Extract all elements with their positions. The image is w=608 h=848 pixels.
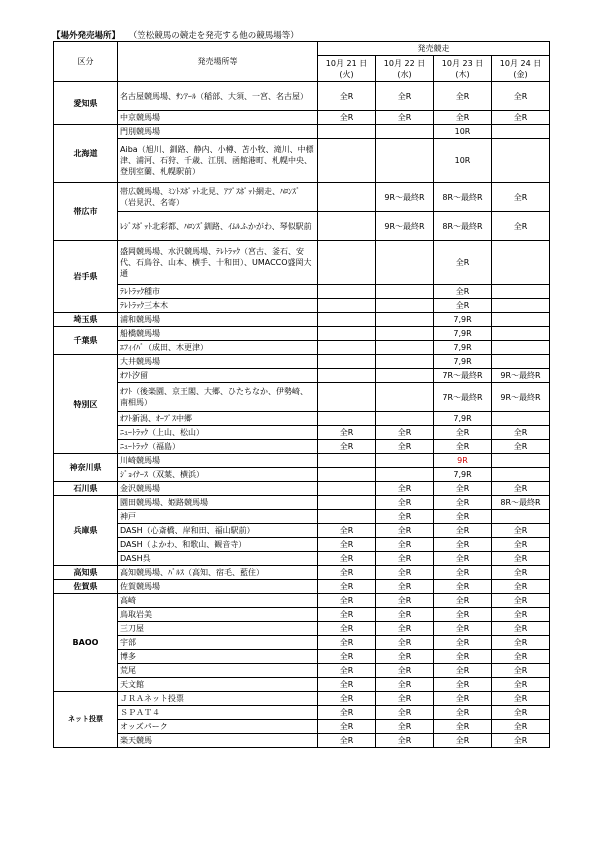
table-row: [54, 496, 550, 510]
race-cell: 7,9R: [434, 355, 492, 369]
venue-cell: DASH呉: [118, 552, 318, 566]
race-cell: [376, 139, 434, 183]
race-cell: [376, 412, 434, 426]
race-cell: [318, 454, 376, 468]
table-row: [54, 139, 550, 183]
race-cell: 7R～最終R: [434, 383, 492, 412]
race-cell: 全R: [492, 706, 550, 720]
header-day: [492, 56, 550, 82]
race-cell: [492, 299, 550, 313]
race-cell: 全R: [434, 692, 492, 706]
race-cell: 8R～最終R: [434, 212, 492, 241]
prefecture-cell: 帯広市: [54, 183, 118, 241]
race-cell: 全R: [376, 720, 434, 734]
race-cell: 全R: [318, 622, 376, 636]
venue-cell: ﾚｼﾞｽﾎﾟｯﾄ北彩都、ﾊﾛﾝｽﾞ釧路、ｲﾑﾙふかがわ、琴似駅前: [118, 212, 318, 241]
venue-cell: ｴﾌｨｲﾊﾞ（成田、木更津）: [118, 341, 318, 355]
race-cell: 全R: [376, 580, 434, 594]
venue-cell: 荒尾: [118, 664, 318, 678]
race-cell: 全R: [318, 692, 376, 706]
venue-cell: 高知競馬場、ﾊﾞﾙｽ（高知、宿毛、藍住）: [118, 566, 318, 580]
race-cell: 全R: [434, 496, 492, 510]
table-row: [54, 636, 550, 650]
race-cell: 全R: [318, 426, 376, 440]
race-cell: 全R: [318, 636, 376, 650]
table-row: [54, 369, 550, 383]
venue-cell: 浦和競馬場: [118, 313, 318, 327]
race-cell: [492, 125, 550, 139]
race-cell: 全R: [492, 622, 550, 636]
venue-cell: Aiba（旭川、釧路、静内、小樽、苫小牧、滝川、中標津、浦河、石狩、千歳、江別、函館港町、札幌中央、登別室蘭、札幌駅前）: [118, 139, 318, 183]
race-cell: 全R: [434, 622, 492, 636]
table-row: [54, 538, 550, 552]
prefecture-cell: 埼玉県: [54, 313, 118, 327]
table-row: [54, 383, 550, 412]
race-cell: 全R: [376, 636, 434, 650]
race-cell: 全R: [492, 734, 550, 748]
race-cell: 9R～最終R: [492, 383, 550, 412]
race-cell: [376, 355, 434, 369]
venue-table: [53, 41, 550, 748]
venue-cell: 中京競馬場: [118, 111, 318, 125]
venue-cell: ﾆｭｰﾄﾗｯｸ（上山、松山）: [118, 426, 318, 440]
race-cell: 全R: [376, 706, 434, 720]
table-row: [54, 678, 550, 692]
race-cell: 全R: [434, 538, 492, 552]
race-cell: 全R: [492, 440, 550, 454]
race-cell: 全R: [492, 538, 550, 552]
header-day-date: 10月 22 日: [383, 58, 426, 68]
race-cell: 7,9R: [434, 468, 492, 482]
race-cell: 全R: [434, 299, 492, 313]
race-cell: 全R: [492, 608, 550, 622]
prefecture-cell: BAOO: [54, 594, 118, 692]
race-cell: 全R: [318, 111, 376, 125]
race-cell: 全R: [376, 524, 434, 538]
venue-cell: 博多: [118, 650, 318, 664]
race-cell: 8R～最終R: [492, 496, 550, 510]
race-cell: 全R: [318, 440, 376, 454]
race-cell: 全R: [434, 566, 492, 580]
race-cell: 8R～最終R: [434, 183, 492, 212]
race-cell: [318, 482, 376, 496]
race-cell: 全R: [492, 482, 550, 496]
header-day: [376, 56, 434, 82]
race-cell: 10R: [434, 139, 492, 183]
table-row: [54, 692, 550, 706]
table-row: [54, 440, 550, 454]
race-cell: [318, 285, 376, 299]
venue-cell: 楽天競馬: [118, 734, 318, 748]
prefecture-cell: 北海道: [54, 125, 118, 183]
race-cell: [492, 454, 550, 468]
prefecture-cell: 石川県: [54, 482, 118, 496]
race-cell: 全R: [376, 692, 434, 706]
race-cell: 全R: [318, 552, 376, 566]
table-row: [54, 313, 550, 327]
race-cell: 全R: [434, 426, 492, 440]
race-cell: 全R: [434, 594, 492, 608]
header-day-dow: (火): [339, 69, 354, 79]
race-cell: 全R: [376, 734, 434, 748]
venue-cell: ｵﾌﾄ（後楽園、京王閣、大郷、ひたちなか、伊勢崎、南相馬）: [118, 383, 318, 412]
race-cell: 全R: [492, 183, 550, 212]
race-cell: 全R: [318, 678, 376, 692]
venue-cell: ﾃﾚﾄﾗｯｸ三本木: [118, 299, 318, 313]
race-cell: 全R: [492, 594, 550, 608]
prefecture-cell: 高知県: [54, 566, 118, 580]
race-cell: 全R: [376, 594, 434, 608]
table-row: [54, 552, 550, 566]
race-cell: 全R: [376, 496, 434, 510]
table-row: [54, 594, 550, 608]
race-cell: 9R～最終R: [376, 183, 434, 212]
table-row: [54, 664, 550, 678]
table-row: [54, 482, 550, 496]
table-row: [54, 327, 550, 341]
race-cell: 全R: [492, 82, 550, 111]
race-cell: 7,9R: [434, 327, 492, 341]
race-cell: 全R: [318, 706, 376, 720]
venue-cell: 宇部: [118, 636, 318, 650]
race-cell: 全R: [434, 734, 492, 748]
race-cell: 全R: [318, 664, 376, 678]
race-cell: 全R: [492, 692, 550, 706]
race-cell: 全R: [434, 650, 492, 664]
venue-cell: 船橋競馬場: [118, 327, 318, 341]
race-cell: 全R: [492, 111, 550, 125]
race-cell: [376, 383, 434, 412]
venue-cell: 神戸: [118, 510, 318, 524]
race-cell: [492, 468, 550, 482]
header-kubun: 区分: [54, 42, 118, 82]
race-cell: 全R: [492, 426, 550, 440]
race-cell: 全R: [376, 608, 434, 622]
race-cell: 全R: [318, 608, 376, 622]
venue-cell: 佐賀競馬場: [118, 580, 318, 594]
venue-cell: ﾃﾚﾄﾗｯｸ種市: [118, 285, 318, 299]
table-row: [54, 111, 550, 125]
venue-cell: ｵﾌﾄ新潟、ｵｰﾌﾟｽ中郷: [118, 412, 318, 426]
race-cell: [376, 468, 434, 482]
race-cell: 全R: [318, 594, 376, 608]
race-cell: 全R: [434, 706, 492, 720]
table-row: [54, 468, 550, 482]
race-cell: [318, 496, 376, 510]
race-cell: 全R: [376, 440, 434, 454]
race-cell: 全R: [434, 678, 492, 692]
race-cell: [492, 313, 550, 327]
race-cell: 全R: [376, 622, 434, 636]
race-cell: 全R: [318, 734, 376, 748]
table-row: [54, 355, 550, 369]
race-cell: [492, 412, 550, 426]
venue-cell: DASH（よかわ、和歌山、観音寺）: [118, 538, 318, 552]
race-cell: 全R: [492, 678, 550, 692]
table-row: [54, 341, 550, 355]
race-cell: 全R: [434, 482, 492, 496]
race-cell: [318, 139, 376, 183]
race-cell: 全R: [434, 440, 492, 454]
race-cell: 全R: [318, 566, 376, 580]
race-cell: 全R: [318, 580, 376, 594]
table-row: [54, 706, 550, 720]
title-bracket: 【場外発売場所】: [52, 31, 121, 41]
race-cell: [318, 241, 376, 285]
race-cell: 全R: [318, 524, 376, 538]
race-cell: [376, 241, 434, 285]
table-row: [54, 734, 550, 748]
race-cell: 全R: [376, 426, 434, 440]
venue-cell: ＪＲＡネット投票: [118, 692, 318, 706]
race-cell: 全R: [434, 82, 492, 111]
race-cell: 全R: [376, 650, 434, 664]
race-cell: [492, 341, 550, 355]
header-day-dow: (木): [455, 69, 470, 79]
header-day-date: 10月 23 日: [441, 58, 484, 68]
race-cell: 全R: [492, 650, 550, 664]
venue-cell: 盛岡競馬場、水沢競馬場、ﾃﾚﾄﾗｯｸ（宮古、釜石、安代、石鳥谷、山本、横手、十和田）、UMACCO盛岡大通: [118, 241, 318, 285]
venue-cell: ＳＰＡＴ４: [118, 706, 318, 720]
venue-cell: 高崎: [118, 594, 318, 608]
header-day: [434, 56, 492, 82]
table-row: [54, 299, 550, 313]
race-cell: 7R～最終R: [434, 369, 492, 383]
race-cell: 全R: [492, 566, 550, 580]
race-cell: [376, 313, 434, 327]
race-cell: 全R: [318, 650, 376, 664]
table-row: [54, 580, 550, 594]
race-cell: [492, 241, 550, 285]
race-cell: [376, 341, 434, 355]
prefecture-cell: 岩手県: [54, 241, 118, 313]
race-cell: 9R～最終R: [376, 212, 434, 241]
race-cell: [492, 510, 550, 524]
race-cell: 全R: [434, 664, 492, 678]
table-row: [54, 510, 550, 524]
venue-cell: 三刀屋: [118, 622, 318, 636]
prefecture-cell: 千葉県: [54, 327, 118, 355]
race-cell: 全R: [376, 510, 434, 524]
race-cell: 全R: [434, 608, 492, 622]
header-race-group: 発売競走: [318, 42, 550, 56]
race-cell: 全R: [434, 111, 492, 125]
race-cell: 全R: [434, 580, 492, 594]
race-cell: 全R: [492, 664, 550, 678]
race-cell: 全R: [376, 566, 434, 580]
table-row: [54, 426, 550, 440]
race-cell: 全R: [434, 636, 492, 650]
race-cell: 9R～最終R: [492, 369, 550, 383]
race-cell: [376, 299, 434, 313]
table-row: [54, 720, 550, 734]
race-cell: 全R: [376, 111, 434, 125]
header-day-date: 10月 21 日: [325, 58, 368, 68]
venue-cell: DASH（心斎橋、岸和田、福山駅前）: [118, 524, 318, 538]
race-cell: 全R: [318, 82, 376, 111]
race-cell: 全R: [492, 580, 550, 594]
table-row: [54, 524, 550, 538]
table-row: [54, 241, 550, 285]
race-cell: [492, 327, 550, 341]
race-cell: 7,9R: [434, 313, 492, 327]
race-cell: [318, 125, 376, 139]
title-note: （笠松競馬の競走を発売する他の競馬場等）: [128, 31, 299, 41]
race-cell: 9R: [434, 454, 492, 468]
table-row: [54, 285, 550, 299]
race-cell: [318, 299, 376, 313]
table-row: [54, 566, 550, 580]
prefecture-cell: 神奈川県: [54, 454, 118, 482]
race-cell: [318, 327, 376, 341]
page-title: [52, 29, 299, 41]
venue-cell: 門別競馬場: [118, 125, 318, 139]
table-row: [54, 412, 550, 426]
prefecture-cell: 兵庫県: [54, 496, 118, 566]
venue-cell: 名古屋競馬場、ｻﾝｱｰﾙ（稲部、大須、一宮、名古屋）: [118, 82, 318, 111]
table-row: [54, 454, 550, 468]
race-cell: 7,9R: [434, 412, 492, 426]
race-cell: 全R: [376, 482, 434, 496]
race-cell: [376, 454, 434, 468]
race-cell: 10R: [434, 125, 492, 139]
venue-cell: 帯広競馬場、ﾐﾝﾄｽﾎﾟｯﾄ北見、ｱﾌﾟｽﾎﾟｯﾄ網走、ﾊﾛﾝｽﾞ（岩見沢、名寄）: [118, 183, 318, 212]
header-day-dow: (金): [513, 69, 528, 79]
race-cell: 全R: [376, 678, 434, 692]
table-row: [54, 212, 550, 241]
header-place: 発売場所等: [118, 42, 318, 82]
table-row: [54, 183, 550, 212]
venue-cell: ﾆｭｰﾄﾗｯｸ（福島）: [118, 440, 318, 454]
race-cell: 全R: [434, 552, 492, 566]
race-cell: [318, 341, 376, 355]
race-cell: 全R: [492, 212, 550, 241]
race-cell: [318, 383, 376, 412]
prefecture-cell: 特別区: [54, 355, 118, 454]
race-cell: 全R: [376, 82, 434, 111]
race-cell: [318, 468, 376, 482]
venue-cell: 川崎競馬場: [118, 454, 318, 468]
race-cell: 全R: [492, 720, 550, 734]
venue-cell: ｵﾌﾄ汐留: [118, 369, 318, 383]
venue-cell: オッズパーク: [118, 720, 318, 734]
race-cell: 全R: [434, 241, 492, 285]
race-cell: 全R: [434, 720, 492, 734]
race-cell: [318, 412, 376, 426]
venue-cell: 園田競馬場、姫路競馬場: [118, 496, 318, 510]
race-cell: [318, 212, 376, 241]
race-cell: [318, 355, 376, 369]
table-row: [54, 608, 550, 622]
header-day: [318, 56, 376, 82]
table-row: [54, 650, 550, 664]
race-cell: [376, 285, 434, 299]
race-cell: 全R: [318, 720, 376, 734]
table-row: [54, 82, 550, 111]
venue-cell: ｼﾞｮｲﾅｰｽ（双葉、横浜）: [118, 468, 318, 482]
header-day-date: 10月 24 日: [499, 58, 542, 68]
venue-cell: 鳥取岩美: [118, 608, 318, 622]
race-cell: [376, 327, 434, 341]
venue-cell: 大井競馬場: [118, 355, 318, 369]
race-cell: 全R: [318, 538, 376, 552]
race-cell: [492, 285, 550, 299]
race-cell: [492, 139, 550, 183]
race-cell: [376, 125, 434, 139]
race-cell: [376, 369, 434, 383]
venue-cell: 金沢競馬場: [118, 482, 318, 496]
race-cell: [318, 369, 376, 383]
race-cell: 全R: [376, 538, 434, 552]
race-cell: [318, 510, 376, 524]
prefecture-cell: 愛知県: [54, 82, 118, 125]
header-day-dow: (水): [397, 69, 412, 79]
table-row: [54, 125, 550, 139]
race-cell: 全R: [376, 664, 434, 678]
race-cell: [318, 183, 376, 212]
race-cell: 7,9R: [434, 341, 492, 355]
race-cell: 全R: [434, 524, 492, 538]
race-cell: [318, 313, 376, 327]
table-row: [54, 622, 550, 636]
race-cell: [492, 355, 550, 369]
race-cell: 全R: [434, 510, 492, 524]
race-cell: 全R: [492, 636, 550, 650]
race-cell: 全R: [376, 552, 434, 566]
venue-cell: 天文館: [118, 678, 318, 692]
race-cell: 全R: [492, 552, 550, 566]
prefecture-cell: ネット投票: [54, 692, 118, 748]
prefecture-cell: 佐賀県: [54, 580, 118, 594]
race-cell: 全R: [434, 285, 492, 299]
race-cell: 全R: [492, 524, 550, 538]
